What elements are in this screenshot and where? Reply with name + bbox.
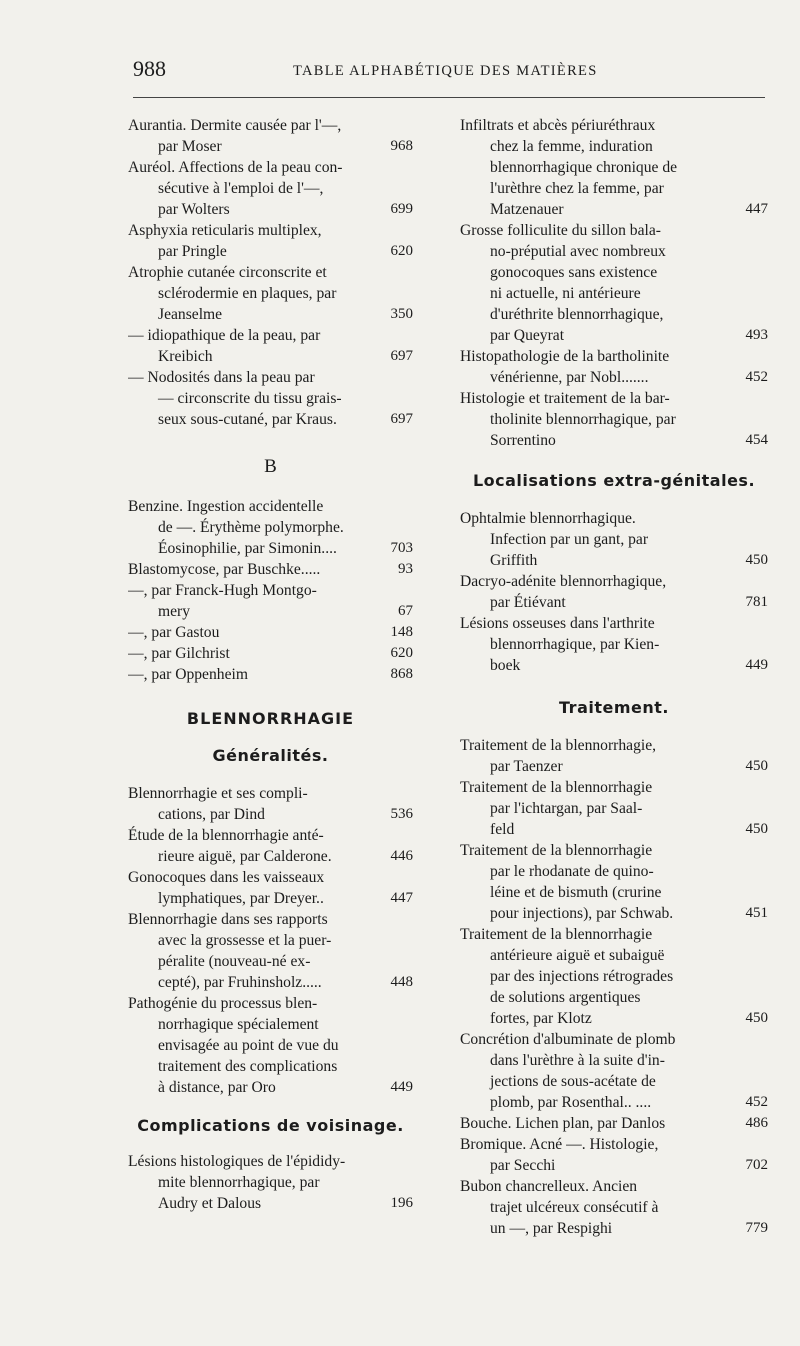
- index-entry: [128, 496, 413, 559]
- entry-line: envisagée au point de vue du: [158, 1037, 339, 1054]
- page-ref: 968: [390, 138, 413, 154]
- right-top-entries: [460, 115, 768, 451]
- entry-line: Benzine. Ingestion accidentelle: [128, 498, 324, 515]
- localisations-heading: Localisations extra-génitales.: [472, 471, 756, 490]
- index-entry: [128, 367, 413, 430]
- entry-line: l'urèthre chez la femme, par: [490, 180, 664, 197]
- entry-line: blennorrhagique chronique de: [490, 159, 678, 176]
- entry-line: sclérodermie en plaques, par: [158, 285, 337, 302]
- index-entry: [460, 508, 768, 571]
- header-rule: [133, 97, 765, 98]
- section-letter-b: B: [264, 456, 277, 477]
- index-entry: [128, 325, 413, 367]
- entry-line: pour injections), par Schwab.: [490, 905, 674, 922]
- localisations-entries: [460, 508, 768, 676]
- entry-line: Traitement de la blennorrhagie: [460, 779, 653, 796]
- entry-line: —, par Gilchrist: [128, 645, 230, 662]
- entry-line: Pathogénie du processus blen-: [128, 995, 318, 1012]
- left-column: [128, 115, 413, 1214]
- entry-line: no-préputial avec nombreux: [490, 243, 666, 260]
- entry-line: —, par Oppenheim: [128, 666, 248, 683]
- entry-line: Traitement de la blennorrhagie: [460, 926, 653, 943]
- entry-line: Histologie et traitement de la bar-: [460, 390, 670, 407]
- page-ref: 697: [390, 411, 413, 427]
- page-header: [133, 56, 765, 92]
- page-ref: 350: [390, 306, 413, 322]
- entry-line: seux sous-cutané, par Kraus.: [158, 411, 337, 428]
- page-ref: 536: [390, 806, 413, 822]
- index-entry: [128, 580, 413, 622]
- entry-line: Lésions osseuses dans l'arthrite: [460, 615, 655, 632]
- entry-line: par Pringle: [158, 243, 227, 260]
- entry-line: Éosinophilie, par Simonin....: [158, 540, 337, 557]
- page-ref: 450: [745, 758, 768, 774]
- entry-line: trajet ulcéreux consécutif à: [490, 1199, 659, 1216]
- entry-line: sécutive à l'emploi de l'—,: [158, 180, 324, 197]
- page-ref: 703: [390, 540, 413, 556]
- page-ref: 447: [390, 890, 413, 906]
- entry-line: par l'ichtargan, par Saal-: [490, 800, 643, 817]
- entry-line: gonocoques sans existence: [490, 264, 658, 281]
- entry-line: par Wolters: [158, 201, 230, 218]
- entry-line: boek: [490, 657, 521, 674]
- entry-line: plomb, par Rosenthal.. ....: [490, 1094, 652, 1111]
- entry-line: tholinite blennorrhagique, par: [490, 411, 676, 428]
- page-ref: 450: [745, 552, 768, 568]
- page-ref: 486: [745, 1115, 768, 1131]
- entry-line: antérieure aiguë et subaiguë: [490, 947, 665, 964]
- entry-line: Aurantia. Dermite causée par l'—,: [128, 117, 342, 134]
- entry-line: rieure aiguë, par Calderone.: [158, 848, 332, 865]
- page-ref: 449: [390, 1079, 413, 1095]
- entry-line: vénérienne, par Nobl.......: [490, 369, 649, 386]
- page-ref: 620: [390, 645, 413, 661]
- index-entry: [128, 664, 413, 685]
- index-entry: [460, 1029, 768, 1113]
- page-ref: 449: [745, 657, 768, 673]
- a-entries: [128, 115, 413, 430]
- entry-line: Gonocoques dans les vaisseaux: [128, 869, 325, 886]
- entry-line: Ophtalmie blennorrhagique.: [460, 510, 636, 527]
- page-ref: 450: [745, 821, 768, 837]
- page-ref: 148: [390, 624, 413, 640]
- entry-line: Atrophie cutanée circonscrite et: [128, 264, 327, 281]
- index-entry: [128, 559, 413, 580]
- entry-line: Blastomycose, par Buschke.....: [128, 561, 321, 578]
- entry-line: d'uréthrite blennorrhagique,: [490, 306, 664, 323]
- traitement-entries: [460, 735, 768, 1239]
- entry-line: —, par Gastou: [128, 624, 220, 641]
- page-ref: 779: [745, 1220, 768, 1236]
- index-entry: [128, 1151, 413, 1214]
- index-entry: [128, 783, 413, 825]
- page-ref: 454: [745, 432, 768, 448]
- page-ref: 697: [390, 348, 413, 364]
- entry-line: Jeanselme: [158, 306, 223, 323]
- entry-line: à distance, par Oro: [158, 1079, 276, 1096]
- entry-line: Concrétion d'albuminate de plomb: [460, 1031, 676, 1048]
- page-ref: 448: [390, 974, 413, 990]
- complications-entries: [128, 1151, 413, 1214]
- index-entry: [128, 157, 413, 220]
- entry-line: chez la femme, induration: [490, 138, 653, 155]
- entry-line: de solutions argentiques: [490, 989, 641, 1006]
- index-entry: [460, 388, 768, 451]
- entry-line: traitement des complications: [158, 1058, 338, 1075]
- index-entry: [460, 735, 768, 777]
- entry-line: blennorrhagique, par Kien-: [490, 636, 660, 653]
- entry-line: Bouche. Lichen plan, par Danlos: [460, 1115, 666, 1132]
- page-ref: 446: [390, 848, 413, 864]
- entry-line: norrhagique spécialement: [158, 1016, 319, 1033]
- page-ref: 868: [390, 666, 413, 682]
- page-ref: 447: [745, 201, 768, 217]
- entry-line: Audry et Dalous: [158, 1195, 262, 1212]
- entry-line: fortes, par Klotz: [490, 1010, 592, 1027]
- entry-line: de —. Érythème polymorphe.: [158, 519, 344, 536]
- entry-line: péralite (nouveau-né ex-: [158, 953, 311, 970]
- complications-heading: Complications de voisinage.: [137, 1116, 404, 1135]
- b-entries: [128, 496, 413, 685]
- entry-line: Auréol. Affections de la peau con-: [128, 159, 343, 176]
- entry-line: Histopathologie de la bartholinite: [460, 348, 670, 365]
- entry-line: dans l'urèthre à la suite d'in-: [490, 1052, 665, 1069]
- page-ref: 452: [745, 1094, 768, 1110]
- index-entry: [460, 1176, 768, 1239]
- entry-line: par Moser: [158, 138, 222, 155]
- entry-line: ni actuelle, ni antérieure: [490, 285, 641, 302]
- entry-line: avec la grossesse et la puer-: [158, 932, 332, 949]
- entry-line: Infection par un gant, par: [490, 531, 649, 548]
- page-ref: 93: [398, 561, 413, 577]
- index-entry: [460, 613, 768, 676]
- entry-line: — circonscrite du tissu grais-: [158, 390, 342, 407]
- entry-line: Sorrentino: [490, 432, 556, 449]
- entry-line: mery: [158, 603, 191, 620]
- entry-line: Traitement de la blennorrhagie: [460, 842, 653, 859]
- index-entry: [460, 1134, 768, 1176]
- entry-line: — Nodosités dans la peau par: [128, 369, 315, 386]
- index-entry: [460, 1113, 768, 1134]
- entry-line: feld: [490, 821, 515, 838]
- traitement-heading: Traitement.: [559, 698, 669, 717]
- entry-line: par le rhodanate de quino-: [490, 863, 654, 880]
- entry-line: mite blennorrhagique, par: [158, 1174, 320, 1191]
- entry-line: cations, par Dind: [158, 806, 265, 823]
- index-entry: [128, 115, 413, 157]
- index-entry: [460, 840, 768, 924]
- entry-line: Matzenauer: [490, 201, 564, 218]
- entry-line: un —, par Respighi: [490, 1220, 613, 1237]
- entry-line: Lésions histologiques de l'épididy-: [128, 1153, 346, 1170]
- entry-line: par Étiévant: [490, 594, 566, 611]
- entry-line: Bromique. Acné —. Histologie,: [460, 1136, 659, 1153]
- index-entry: [460, 220, 768, 346]
- right-column: [460, 115, 768, 1239]
- page-ref: 451: [745, 905, 768, 921]
- entry-line: cepté), par Fruhinsholz.....: [158, 974, 322, 991]
- page-ref: 450: [745, 1010, 768, 1026]
- entry-line: — idiopathique de la peau, par: [128, 327, 321, 344]
- entry-line: Traitement de la blennorrhagie,: [460, 737, 657, 754]
- entry-line: Infiltrats et abcès périuréthraux: [460, 117, 656, 134]
- index-entry: [128, 825, 413, 867]
- index-entry: [128, 643, 413, 664]
- page-ref: 196: [390, 1195, 413, 1211]
- entry-line: Blennorrhagie et ses compli-: [128, 785, 308, 802]
- index-entry: [128, 867, 413, 909]
- index-entry: [460, 115, 768, 220]
- running-title: TABLE ALPHABÉTIQUE DES MATIÈRES: [293, 63, 598, 79]
- entry-line: Kreibich: [158, 348, 213, 365]
- entry-line: par des injections rétrogrades: [490, 968, 674, 985]
- generalites-entries: [128, 783, 413, 1098]
- entry-line: Asphyxia reticularis multiplex,: [128, 222, 322, 239]
- page-ref: 781: [745, 594, 768, 610]
- index-entry: [128, 220, 413, 262]
- entry-line: Grosse folliculite du sillon bala-: [460, 222, 661, 239]
- entry-line: lymphatiques, par Dreyer..: [158, 890, 324, 907]
- entry-line: par Queyrat: [490, 327, 565, 344]
- page-ref: 67: [398, 603, 413, 619]
- entry-line: —, par Franck-Hugh Montgo-: [128, 582, 317, 599]
- blennorrhagie-heading: BLENNORRHAGIE: [186, 709, 355, 728]
- page-ref: 620: [390, 243, 413, 259]
- page-ref: 702: [745, 1157, 768, 1173]
- index-entry: [128, 909, 413, 993]
- generalites-heading: Généralités.: [212, 746, 329, 765]
- page-ref: 452: [745, 369, 768, 385]
- entry-line: Bubon chancrelleux. Ancien: [460, 1178, 638, 1195]
- entry-line: par Taenzer: [490, 758, 563, 775]
- entry-line: Blennorrhagie dans ses rapports: [128, 911, 328, 928]
- entry-line: par Secchi: [490, 1157, 556, 1174]
- page-ref: 699: [390, 201, 413, 217]
- index-entry: [460, 777, 768, 840]
- index-entry: [128, 262, 413, 325]
- entry-line: Dacryo-adénite blennorrhagique,: [460, 573, 667, 590]
- index-entry: [460, 924, 768, 1029]
- entry-line: jections de sous-acétate de: [490, 1073, 656, 1090]
- entry-line: Griffith: [490, 552, 538, 569]
- entry-line: Étude de la blennorrhagie anté-: [128, 827, 324, 844]
- index-entry: [460, 571, 768, 613]
- index-entry: [460, 346, 768, 388]
- page-number: 988: [133, 56, 166, 81]
- index-entry: [128, 993, 413, 1098]
- page-ref: 493: [745, 327, 768, 343]
- index-entry: [128, 622, 413, 643]
- entry-line: léine et de bismuth (crurine: [490, 884, 662, 901]
